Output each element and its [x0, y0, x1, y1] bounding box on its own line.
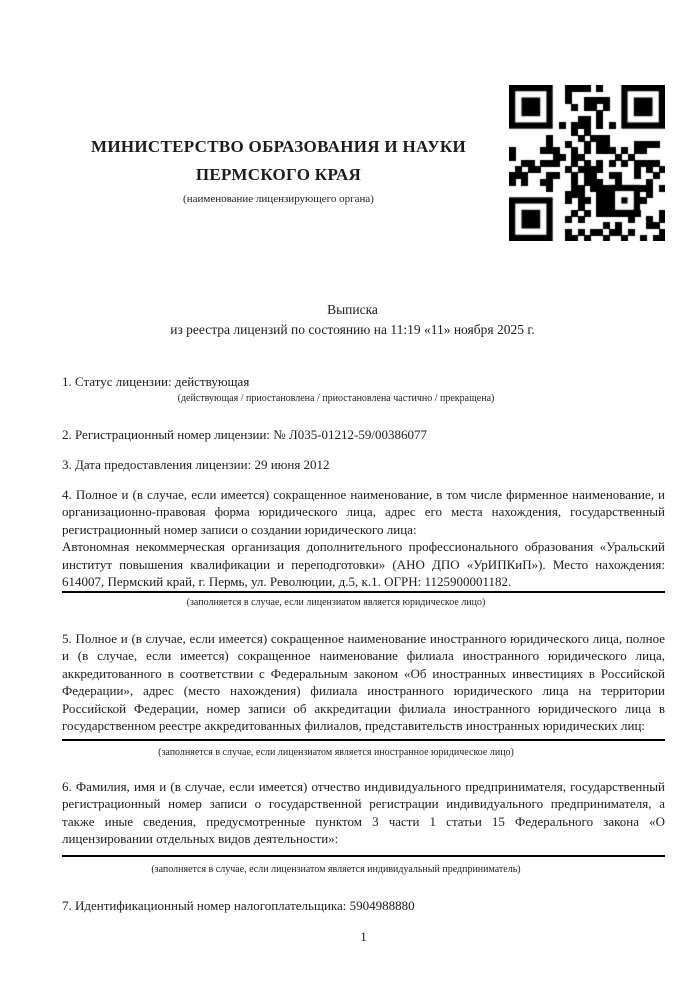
document-title: [62, 300, 665, 340]
item-6-label: 6. Фамилия, имя и (в случае, если имеется) отчество индивидуального предпринимателя, государственный регистрационный номер записи о государственной регистрации индивидуального предпринимателя, а также иные сведения, предусмотренные пунктом 3 части 1 статьи 15 Федерального закона «О лицензировании отдельных видов деятельности»:: [62, 778, 665, 846]
item-5-blank-field-rule: [62, 739, 665, 741]
page-number: 1: [360, 929, 367, 944]
document-title-line2: из реестра лицензий по состоянию на 11:19 «11» ноября 2025 г.: [170, 322, 535, 337]
item-7-taxpayer-id: 7. Идентификационный номер налогоплательщика: 5904988880: [62, 897, 415, 913]
document-title-line1: Выписка: [327, 302, 378, 317]
item-4-caption: (заполняется в случае, если лицензиатом является юридическое лицо): [186, 596, 486, 608]
qr-code: [509, 85, 665, 241]
item-4-legal-entity-section: [62, 486, 665, 610]
item-5-label: 5. Полное и (в случае, если имеется) сокращенное наименование иностранного юридического лица, полное и (в случае, если имеется) сокращенное наименование филиала иностранного юридического лица, аккредитованного в соответствии с Федеральным законом «Об иностранных инвестициях в Российской Федерации», адрес (место нахождения) филиала иностранного юридического лица на территории Российской Федерации, номер записи об аккредитации филиала иностранного юридического лица в государственном реестре аккредитованных филиалов, представительств иностранных юридических лиц:: [62, 630, 665, 733]
ministry-name-caption: (наименование лицензирующего органа): [183, 193, 374, 205]
item-1-status-options-caption: (действующая / приостановлена / приостановлена частично / прекращена): [177, 392, 495, 404]
item-2-registration-number: 2. Регистрационный номер лицензии: № Л035-01212-59/00386077: [62, 426, 428, 442]
document-header: [62, 85, 665, 241]
item-5-caption: (заполняется в случае, если лицензиатом является иностранное юридическое лицо): [158, 746, 514, 758]
item-6-blank-field-rule: [62, 855, 665, 857]
item-4-legal-entity-value: Автономная некоммерческая организация дополнительного профессионального образования «Уральский институт повышения квалификации и переподготовки» (АНО ДПО «УрИПКиП»). Место нахождения: 614007, Пермский край, г. Пермь, ул. Революции, д.5, к.1. ОГРН: 1125900001182.: [62, 538, 665, 593]
item-4-label: 4. Полное и (в случае, если имеется) сокращенное наименование, в том числе фирменное наименование, и организационно-правовая форма юридического лица, адрес его места нахождения, государственный регистрационный номер записи о создании юридического лица:: [62, 486, 665, 537]
licensing-authority-block: [62, 85, 509, 205]
item-5-foreign-entity-section: [62, 630, 665, 760]
item-3-license-date: 3. Дата предоставления лицензии: 29 июня 2012: [62, 457, 330, 472]
ministry-name-line2: ПЕРМСКОГО КРАЯ: [195, 165, 362, 184]
item-6-caption: (заполняется в случае, если лицензиатом является индивидуальный предприниматель): [151, 863, 521, 875]
item-1-license-status: 1. Статус лицензии: действующая: [62, 374, 250, 389]
ministry-name-line1: МИНИСТЕРСТВО ОБРАЗОВАНИЯ И НАУКИ: [90, 137, 467, 156]
qr-code-image: [509, 85, 665, 241]
item-6-individual-entrepreneur-section: [62, 778, 665, 877]
